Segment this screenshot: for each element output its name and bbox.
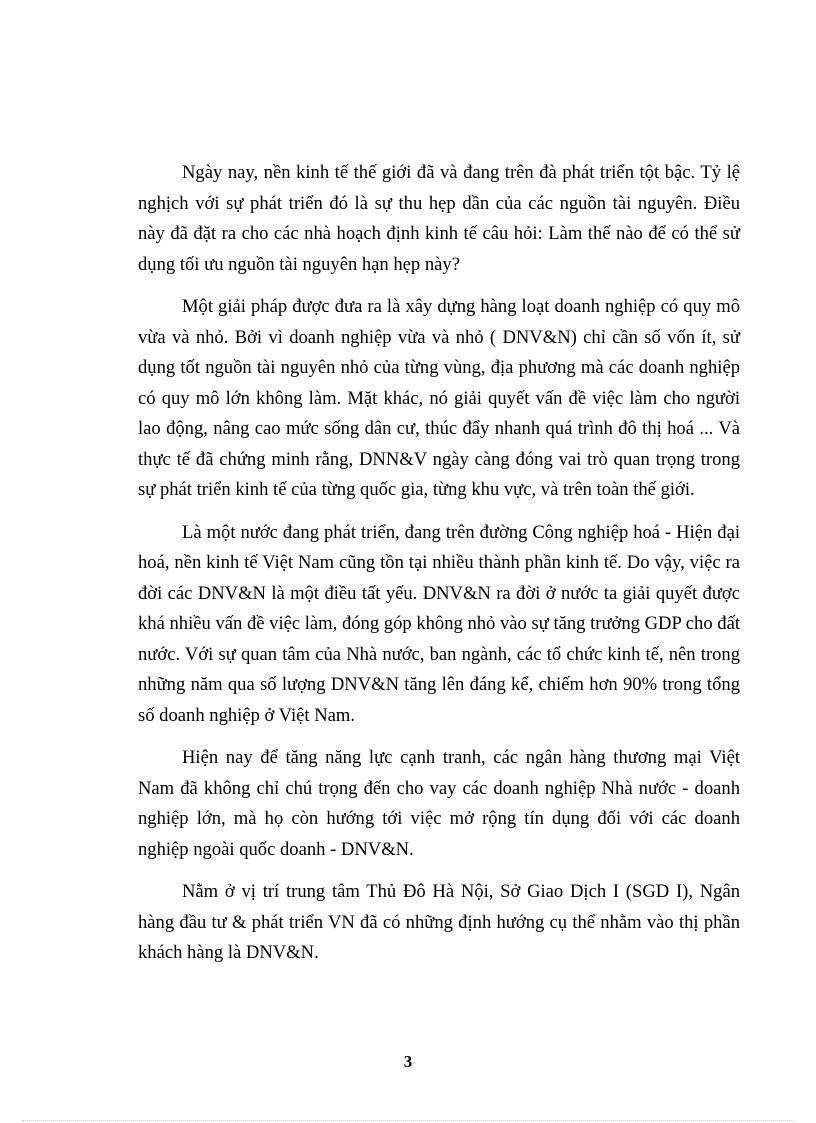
page-number: 3 <box>403 1052 413 1071</box>
paragraph: Là một nước đang phát triển, đang trên đường Công nghiệp hoá - Hiện đại hoá, nền kinh tế Việt Nam cũng tồn tại nhiều thành phần kinh tế. Do vậy, việc ra đời các DNV&N là một điều tất yếu. DNV&N ra đời ở nước ta giải quyết được khá nhiều vấn đề việc làm, đóng góp không nhỏ vào sự tăng trưởng GDP cho đất nước. Với sự quan tâm của Nhà nước, ban ngành, các tổ chức kinh tế, nên trong những năm qua số lượng DNV&N tăng lên đáng kể, chiếm hơn 90% trong tổng số doanh nghiệp ở Việt Nam. <box>138 521 740 726</box>
body-text <box>138 158 740 981</box>
paragraph: Một giải pháp được đưa ra là xây dựng hàng loạt doanh nghiệp có quy mô vừa và nhỏ. Bởi vì doanh nghiệp vừa và nhỏ ( DNV&N) chỉ cần số vốn ít, sử dụng tốt nguồn tài nguyên nhỏ của từng vùng, địa phương mà các doanh nghiệp có quy mô lớn không làm. Mặt khác, nó giải quyết vấn đề việc làm cho người lao động, nâng cao mức sống dân cư, thúc đẩy nhanh quá trình đô thị hoá ... Và thực tế đã chứng minh rằng, DNN&V ngày càng đóng vai trò quan trọng trong sự phát triển kinh tế của từng quốc gia, từng khu vực, và trên toàn thế giới. <box>138 296 740 500</box>
paragraph: Nằm ở vị trí trung tâm Thủ Đô Hà Nội, Sở Giao Dịch I (SGD I), Ngân hàng đầu tư & phát triển VN đã có những định hướng cụ thể nhằm vào thị phần khách hàng là DNV&N. <box>138 881 740 963</box>
paragraph: Hiện nay để tăng năng lực cạnh tranh, các ngân hàng thương mại Việt Nam đã không chỉ chú trọng đến cho vay các doanh nghiệp Nhà nước - doanh nghiệp lớn, mà họ còn hướng tới việc mở rộng tín dụng đối với các doanh nghiệp ngoài quốc doanh - DNV&N. <box>138 747 740 860</box>
page-bottom-divider <box>22 1120 794 1121</box>
paragraph: Ngày nay, nền kinh tế thế giới đã và đang trên đà phát triển tột bậc. Tỷ lệ nghịch với sự phát triển đó là sự thu hẹp dần của các nguồn tài nguyên. Điều này đã đặt ra cho các nhà hoạch định kinh tế câu hỏi: Làm thế nào để có thể sử dụng tối ưu nguồn tài nguyên hạn hẹp này? <box>138 162 740 275</box>
